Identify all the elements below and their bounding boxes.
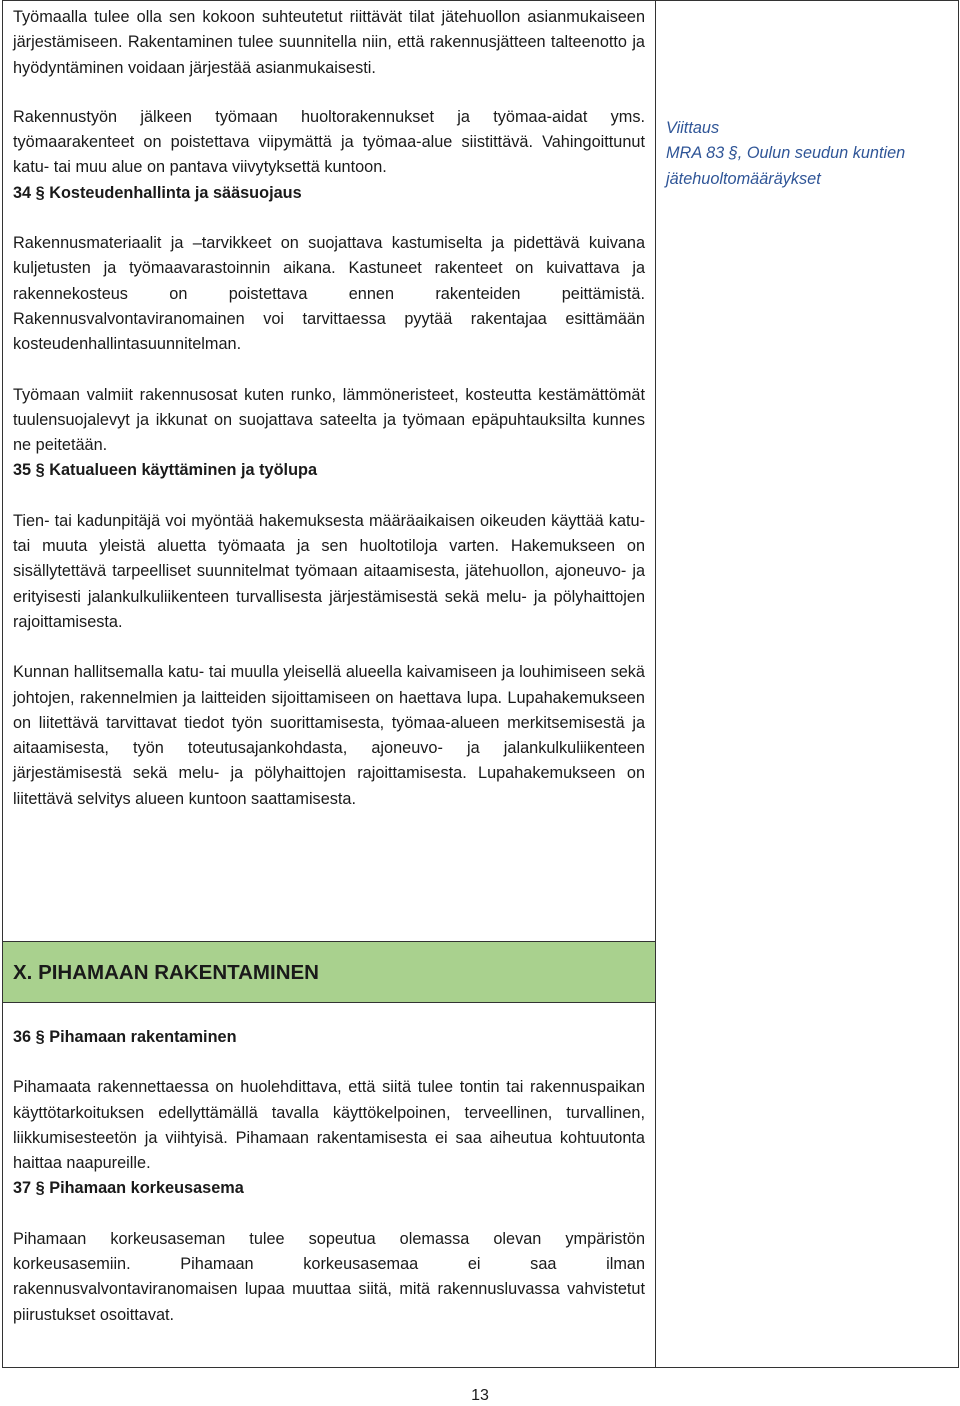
paragraph-moisture-materials: Rakennusmateriaalit ja –tarvikkeet on suojattava kastumiselta ja pidettävä kuivana kuljetusten ja työmaavarastoinnin aikana. Kastuneet rakenteet on kuivattava ja rakennekosteus on poistettava ennen rakenteiden peittämistä. Rakennusvalvontaviranomainen voi tarvittaessa pyytää rakentajaa esittämään kosteudenhallintasuunnitelman. <box>13 234 645 354</box>
section-35-heading: 35 § Katualueen käyttäminen ja työlupa <box>13 461 318 480</box>
reference-line-1: MRA 83 §, Oulun seudun kuntien <box>666 144 906 163</box>
paragraph-street-use-permit: Tien- tai kadunpitäjä voi myöntää hakemuksesta määräaikaisen oikeuden käyttää katu- tai muuta yleistä aluetta työmaata ja sen huoltotiloja varten. Hakemukseen on sisällytettävä tarpeelliset suunnitelmat työmaan aitaamisesta, jätehuollon, ajoneuvo- ja erityisesti jalankulkuliikenteen turvallisesta järjestämisestä sekä melu- ja pölyhaittojen rajoittamisesta. <box>13 511 645 631</box>
section-34-heading: 34 § Kosteudenhallinta ja sääsuojaus <box>13 183 302 202</box>
paragraph-yard-construction: Pihamaata rakennettaessa on huolehdittava, että siitä tulee tontin tai rakennuspaikan käyttötarkoituksen edellyttämällä tavalla käyttökelpoinen, terveellinen, turvallinen, liikkumisesteetön ja viihtyisä. Pihamaan rakentamisesta ei saa aiheutua kohtuutonta haittaa naapureille. <box>13 1078 645 1173</box>
section-x-bar <box>3 942 655 1002</box>
paragraph-rain-protection: Työmaan valmiit rakennusosat kuten runko, lämmöneristeet, kosteutta kestämättömät tuulensuojalevyt ja ikkunat on suojattava sateelta ja työmaan epäpuhtauksilta kunnes ne peitetään. <box>13 385 645 455</box>
paragraph-site-cleanup: Rakennustyön jälkeen työmaan huoltorakennukset ja työmaa-aidat yms. työmaarakenteet on poistettava viipymättä ja työmaa-alue siistittävä. Vahingoittunut katu- tai muu alue on pantava viivytyksettä kuntoon. <box>13 107 645 177</box>
section-37-heading: 37 § Pihamaan korkeusasema <box>13 1179 244 1198</box>
regulation-table <box>2 0 959 1368</box>
page-number: 13 <box>471 1387 489 1404</box>
reference-line-2: jätehuoltomääräykset <box>666 169 821 188</box>
paragraph-excavation-permit: Kunnan hallitsemalla katu- tai muulla yleisellä alueella kaivamiseen ja louhimiseen sekä johtojen, rakennelmien ja laitteiden sijoittamiseen on haettava lupa. Lupahakemukseen on liitettävä tarvittavat tiedot työn suorittamisesta, työmaa-alueen merkitsemisestä ja aitaamisesta, työn toteutusajankohdasta, ajoneuvo- ja jalankulkuliikenteen järjestämisestä sekä melu- ja pölyhaittojen rajoittamisesta. Lupahakemukseen on liitettävä selvitys alueen kuntoon saattamisesta. <box>13 663 645 808</box>
section-36-heading: 36 § Pihamaan rakentaminen <box>13 1028 237 1046</box>
section-bar-cell <box>3 942 656 1003</box>
reference-cell <box>656 1 959 1368</box>
paragraph-yard-elevation: Pihamaan korkeusaseman tulee sopeutua olemassa olevan ympäristön korkeusasemiin. Pihamaan korkeusasemaa ei saa ilman rakennusvalvontaviranomaisen lupaa muuttaa siitä, mitä rakennusluvassa vahvistetut piirustukset osoittavat. <box>13 1229 645 1324</box>
section-x-title: X. PIHAMAAN RAKENTAMINEN <box>13 961 319 984</box>
table-row <box>3 1 959 942</box>
paragraph-waste-facilities: Työmaalla tulee olla sen kokoon suhteutetut riittävät tilat jätehuollon asianmukaiseen järjestämiseen. Rakentaminen tulee suunnitella niin, että rakennusjätteen talteenotto ja hyödyntäminen voidaan järjestää asianmukaisesti. <box>13 8 645 77</box>
reference-label: Viittaus <box>666 119 720 137</box>
yard-text-cell <box>3 1003 656 1368</box>
main-text-cell <box>3 1 656 942</box>
